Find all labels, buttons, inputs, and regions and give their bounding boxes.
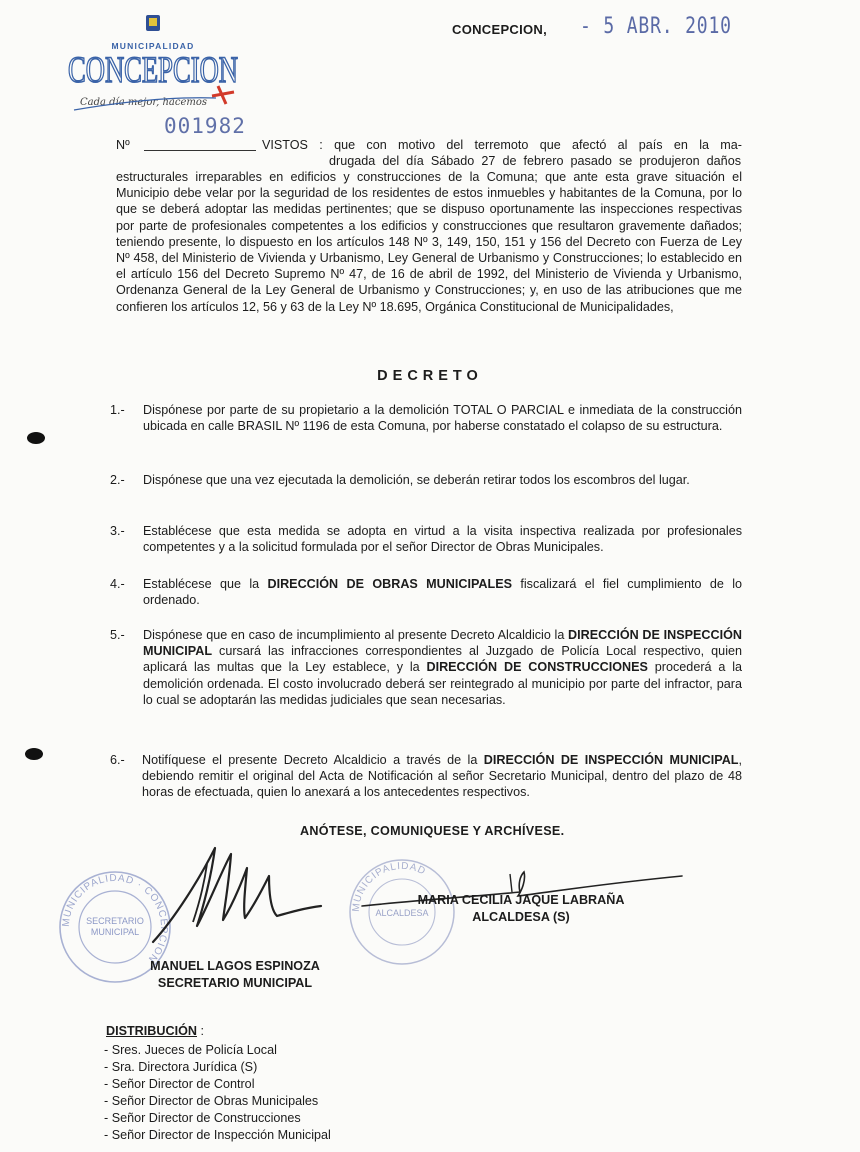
item-number: 4.- bbox=[110, 577, 125, 591]
logo-graphic bbox=[66, 12, 256, 120]
seal-center-text: SECRETARIO bbox=[86, 916, 144, 926]
item-number: 3.- bbox=[110, 524, 125, 538]
list-item: - Señor Director de Construcciones bbox=[104, 1110, 301, 1125]
decree-number-underline bbox=[144, 150, 256, 151]
seal-center-text: ALCALDESA bbox=[375, 908, 429, 918]
list-item: - Señor Director de Control bbox=[104, 1076, 255, 1091]
decree-item-3 bbox=[110, 523, 742, 555]
item-number: 5.- bbox=[110, 628, 125, 642]
list-item: - Sres. Jueces de Policía Local bbox=[104, 1043, 277, 1057]
item-text-part: Establécese que la bbox=[143, 577, 268, 591]
closing-formula: ANÓTESE, COMUNIQUESE Y ARCHÍVESE. bbox=[300, 824, 565, 838]
decree-item-2 bbox=[110, 472, 742, 488]
item-text bbox=[143, 627, 742, 708]
seal-ring-text: MUNICIPALIDAD · CONCEPCION bbox=[60, 872, 170, 965]
item-number: 6.- bbox=[110, 753, 125, 767]
item-text bbox=[143, 576, 742, 608]
item-text-bold: DIRECCIÓN DE INSPECCIÓN MUNICIPAL bbox=[143, 628, 742, 659]
date-stamp: - 5 ABR. 2010 bbox=[580, 14, 732, 39]
municipality-logo bbox=[66, 12, 256, 120]
item-text-part: Notifíquese el presente Decreto Alcaldicio a través de la bbox=[142, 753, 484, 767]
punch-hole bbox=[25, 748, 43, 760]
distribution-list bbox=[104, 1042, 331, 1143]
punch-hole bbox=[27, 432, 45, 444]
handwritten-signature-icon bbox=[145, 838, 350, 948]
logo-slogan: Cada día mejor, hacemos bbox=[80, 97, 208, 108]
mayor-name: MARIA CECILIA JAQUE LABRAÑA bbox=[417, 893, 625, 907]
item-text: Dispónese por parte de su propietario a la demolición TOTAL O PARCIAL e inmediata de la construcción ubicada en calle BRASIL Nº 1196 de esta Comuna, por haberse constatado el colapso de su estructura. bbox=[143, 403, 742, 434]
item-text bbox=[142, 752, 742, 801]
secretary-name: MANUEL LAGOS ESPINOZA bbox=[150, 959, 320, 973]
item-number: 1.- bbox=[110, 403, 125, 417]
decree-heading: DECRETO bbox=[377, 368, 483, 384]
item-number: 2.- bbox=[110, 473, 125, 487]
seal-center-text: MUNICIPAL bbox=[90, 927, 140, 937]
list-item: - Señor Director de Obras Municipales bbox=[104, 1093, 319, 1108]
distribution-heading bbox=[106, 1024, 204, 1038]
secretary-title: SECRETARIO MUNICIPAL bbox=[157, 976, 313, 990]
item-text-part: fiscalizará el fiel cumplimiento de lo ordenado. bbox=[143, 577, 743, 608]
distribution-colon: : bbox=[196, 1024, 204, 1038]
distribution-title: DISTRIBUCIÓN bbox=[106, 1024, 197, 1038]
seal-ring-text: MUNICIPALIDAD bbox=[350, 860, 428, 913]
secretary-signature-block bbox=[130, 958, 340, 992]
vistos-body: estructurales irreparables en edificios y construcciones de la Comuna; que ante esta grave situación el Municipio debe velar por la seguridad de los residentes de estos inmuebles y habitantes de la Comuna, por lo que se deberá adoptar las medidas pertinentes; que se dispuso oportunamente las inspecciones respectivas por parte de profesionales competentes a los edificios y construcciones que resultaron gravemente dañados; teniendo presente, lo dispuesto en los artículos 148 Nº 3, 149, 150, 151 y 156 del Decreto con Fuerza de Ley Nº 458, del Ministerio de Vivienda y Urbanismo, Ley General de Urbanismo y Construcciones; lo establecido en el artículo 156 del Decreto Supremo Nº 47, de 16 de abril de 1992, del Ministerio de Vivienda y Urbanismo, Ordenanza General de la Ley General de Urbanismo y Construcciones; y, en uso de las atribuciones que me confieren los artículos 12, 56 y 63 de la Ley Nº 18.695, Orgánica Constitucional de Municipalidades, bbox=[116, 170, 742, 314]
decree-item-4 bbox=[110, 576, 742, 608]
decree-item-6 bbox=[110, 752, 742, 801]
item-text-part: Dispónese que en caso de incumplimiento al presente Decreto Alcaldicio la bbox=[143, 628, 569, 642]
vistos-line-1: VISTOS : que con motivo del terremoto que afectó al país en la ma- bbox=[262, 138, 742, 152]
item-text: Dispónese que una vez ejecutada la demolición, se deberán retirar todos los escombros del lugar. bbox=[143, 473, 690, 487]
decree-number-label: Nº bbox=[116, 138, 130, 152]
item-text: Establécese que esta medida se adopta en virtud a la visita inspectiva realizada por profesionales competentes y a la solicitud formulada por el señor Director de Obras Municipales. bbox=[143, 524, 742, 555]
mayor-title: ALCALDESA (S) bbox=[472, 910, 570, 924]
logo-main-text: CONCEPCION bbox=[68, 50, 238, 91]
decree-number-stamp: 001982 bbox=[164, 114, 246, 138]
mayor-signature-block bbox=[396, 892, 646, 926]
vistos-line-2: drugada del día Sábado 27 de febrero pasado se produjeron daños bbox=[329, 154, 741, 168]
decree-item-1 bbox=[110, 402, 742, 434]
item-text-part: procederá a la demolición ordenada. El costo involucrado deberá ser reintegrado al municipio por parte del infractor, para lo cual se adoptarán las medidas judiciales que sean necesarias. bbox=[143, 660, 742, 707]
secretary-signature bbox=[145, 838, 350, 948]
list-item: - Sra. Directora Jurídica (S) bbox=[104, 1059, 258, 1074]
item-text-part: , debiendo remitir el original del Acta de Notificación al señor Secretario Municipal, dentro del plazo de 48 horas de efectuada, quien lo anexará a los antecedentes respectivos. bbox=[142, 753, 743, 800]
item-text-part: cursará las infracciones correspondientes al Juzgado de Policía Local respectivo, quien aplicará las multas que la Ley establece, y la bbox=[143, 644, 742, 675]
item-text-bold: DIRECCIÓN DE INSPECCIÓN MUNICIPAL bbox=[483, 753, 739, 767]
list-item: - Señor Director de Inspección Municipal bbox=[104, 1127, 331, 1142]
logo-top-text: MUNICIPALIDAD bbox=[111, 41, 195, 51]
item-text-bold: DIRECCIÓN DE OBRAS MUNICIPALES bbox=[267, 577, 513, 591]
city-label: CONCEPCION, bbox=[452, 22, 548, 37]
decree-item-5 bbox=[110, 627, 742, 708]
item-text-bold: DIRECCIÓN DE CONSTRUCCIONES bbox=[426, 660, 648, 675]
